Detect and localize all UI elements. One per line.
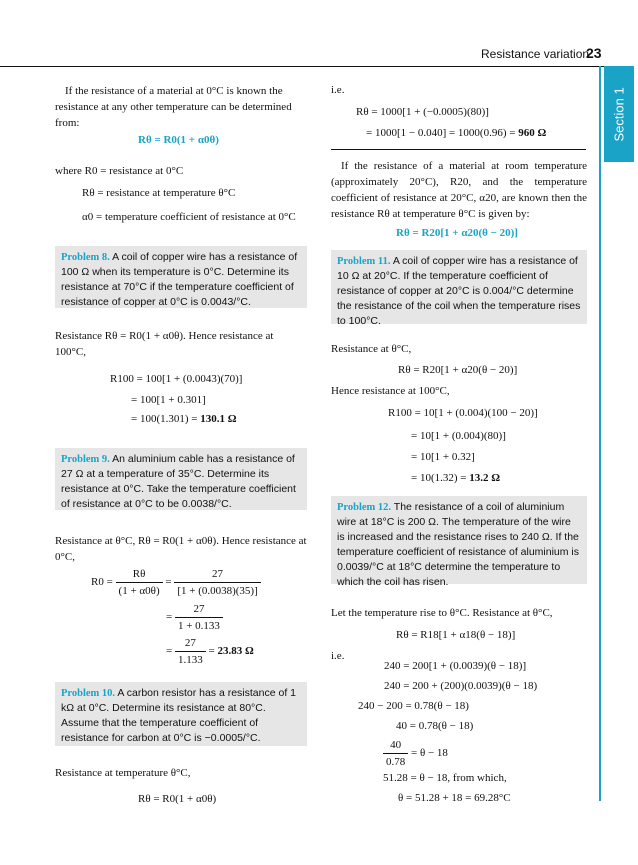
solution-11-eq-5 — [411, 470, 500, 486]
solution-11-eq-5-text: = 10(1.32) = — [411, 472, 470, 484]
solution-9-eq-3: = $\frac{27}{1.133}$ = 23.83 Ω — [166, 637, 254, 666]
fraction-1 — [116, 566, 163, 599]
formula-r0: Rθ = R0(1 + α0θ) — [138, 134, 219, 146]
problem-12-label: Problem 12. — [337, 502, 392, 513]
fraction-3-den: 1 + 0.133 — [177, 620, 220, 632]
solution-10-answer: 960 Ω — [518, 127, 547, 139]
problem-10-label: Problem 10. — [61, 688, 116, 699]
problem-11-label: Problem 11. — [337, 256, 391, 267]
problem-8-label: Problem 8. — [61, 252, 110, 263]
intro-paragraph: If the resistance of a material at 0°C is known the resistance at any other temperature can be determined from: — [55, 85, 292, 129]
fraction-3 — [175, 601, 223, 634]
solution-8-eq-1: R100 = 100[1 + (0.0043)(70)] — [110, 373, 243, 385]
problem-8-box — [55, 246, 307, 308]
solution-8-eq-2: = 100[1 + 0.301] — [131, 394, 206, 406]
fraction-2-num: 27 — [174, 566, 260, 583]
solution-12-eq-8: θ = 51.28 + 18 = 69.28°C — [398, 792, 511, 804]
solution-12-eq-3: 240 = 200 + (200)(0.0039)(θ − 18) — [384, 680, 538, 692]
solution-12-eq-4: 240 − 200 = 0.78(θ − 18) — [358, 700, 469, 712]
solution-12-eq-2: 240 = 200[1 + (0.0039)(θ − 18)] — [384, 660, 527, 672]
solution-8-eq-3-text: = 100(1.301) = — [131, 413, 201, 425]
problem-11-box — [331, 250, 587, 327]
fraction-3-num: 27 — [175, 601, 223, 618]
solution-8-intro: Resistance Rθ = R0(1 + α0θ). Hence resistance at 100°C, — [55, 330, 274, 358]
solution-12-eq-5: 40 = 0.78(θ − 18) — [396, 720, 474, 732]
solution-12-intro: Let the temperature rise to θ°C. Resistance at θ°C, — [331, 607, 553, 619]
header-rule — [0, 66, 604, 67]
problem-8-text: A coil of copper wire has a resistance of 100 Ω when its temperature is 0°C. Determine its resistance at 70°C if the temperature coefficient of resistance of copper at 0°C is 0.0043/°C. — [61, 251, 298, 308]
where-line-1: where R0 = resistance at 0°C — [55, 165, 184, 177]
intro-paragraph-2: If the resistance of a material at room temperature (approximately 20°C), R20, and the temperature coefficient of resistance at 20°C, α20, are known then the resistance Rθ at temperature θ°C is given by: — [331, 160, 587, 220]
solution-8-answer: 130.1 Ω — [200, 413, 237, 425]
problem-10-text: A carbon resistor has a resistance of 1 kΩ at 0°C. Determine its resistance at 80°C. Assume that the temperature coefficient of resistance for carbon at 0°C is −0.0005/°C. — [61, 687, 296, 744]
problem-9-box — [55, 448, 307, 510]
solution-12-eq-1: Rθ = R18[1 + α18(θ − 18)] — [396, 629, 516, 641]
fraction-1-num: Rθ — [116, 566, 163, 583]
solution-10-eq-3 — [366, 125, 546, 141]
solution-11-eq-4: = 10[1 + 0.32] — [411, 451, 475, 463]
solution-11-line-2: Hence resistance at 100°C, — [331, 385, 450, 397]
fraction-5 — [383, 737, 408, 770]
margin-rule — [599, 66, 601, 801]
fraction-4 — [175, 635, 206, 668]
where-line-3: α0 = temperature coefficient of resistance at 0°C — [82, 211, 296, 223]
solution-11-eq-1: Rθ = R20[1 + α20(θ − 20)] — [398, 364, 518, 376]
solution-12-eq-6 — [383, 737, 448, 770]
solution-11-eq-3: = 10[1 + (0.004)(80)] — [411, 430, 506, 442]
solution-12-ie: i.e. — [331, 650, 345, 662]
solution-8-eq-3 — [131, 411, 237, 427]
fraction-2-den: [1 + (0.0038)(35)] — [177, 585, 258, 597]
solution-9-eq-2: = $\frac{27}{1 + 0.133}$ — [166, 601, 223, 634]
solution-11-intro: Resistance at θ°C, — [331, 343, 412, 355]
solution-11-eq-2: R100 = 10[1 + (0.004)(100 − 20)] — [388, 407, 538, 419]
solution-9-eq-1: R0 = $\frac{R\theta}{(1 + \alpha 0\theta)}$ = $\frac{27}{[1 + (0.0038)(35)]}$ — [91, 566, 261, 599]
solution-11-answer: 13.2 Ω — [469, 472, 501, 484]
fraction-2 — [174, 566, 260, 599]
where-line-2: Rθ = resistance at temperature θ°C — [82, 187, 236, 199]
fraction-5-rhs: = θ − 18 — [411, 747, 448, 760]
right-ie: i.e. — [331, 84, 345, 96]
section-tab-label: Section 1 — [611, 87, 627, 142]
problem-10-box — [55, 682, 307, 746]
fraction-5-den: 0.78 — [386, 756, 406, 768]
solution-9-answer: 23.83 Ω — [217, 645, 254, 658]
problem-12-text: The resistance of a coil of aluminium wire at 18°C is 200 Ω. The temperature of the wire is increased and the resistance rises to 240 Ω. If the temperature coefficient of resistance of aluminium is 0.0039/°C at 18°C determine the temperature to which the coil has risen. — [337, 501, 580, 588]
solution-10-eq-1: Rθ = R0(1 + α0θ) — [138, 793, 217, 805]
divider-rule — [331, 149, 586, 150]
problem-12-box — [331, 496, 587, 588]
formula-r20: Rθ = R20[1 + α20(θ − 20)] — [396, 227, 518, 239]
problem-9-label: Problem 9. — [61, 454, 110, 465]
solution-9-lhs: R0 = — [91, 576, 113, 589]
solution-9-intro: Resistance at θ°C, Rθ = R0(1 + α0θ). Hence resistance at 0°C, — [55, 535, 307, 563]
solution-10-eq-2: Rθ = 1000[1 + (−0.0005)(80)] — [356, 106, 489, 118]
running-title: Resistance variation — [481, 47, 590, 61]
section-tab — [604, 66, 634, 162]
solution-10-eq-3-text: = 1000[1 − 0.040] = 1000(0.96) = — [366, 127, 519, 139]
page-number: 23 — [586, 45, 602, 61]
problem-11-text: A coil of copper wire has a resistance of 10 Ω at 20°C. If the temperature coefficient of resistance of copper at 20°C is 0.004/°C determine the resistance of the coil when the temperature rises to 100°C. — [337, 255, 581, 327]
problem-9-text: An aluminium cable has a resistance of 27 Ω at a temperature of 35°C. Determine its resistance at 0°C. Take the temperature coefficient of resistance at 0°C to be 0.0038/°C. — [61, 453, 296, 510]
solution-12-eq-7: 51.28 = θ − 18, from which, — [383, 772, 507, 784]
fraction-4-den: 1.133 — [177, 654, 203, 666]
fraction-5-num: 40 — [383, 737, 408, 754]
fraction-4-num: 27 — [175, 635, 206, 652]
solution-10-intro: Resistance at temperature θ°C, — [55, 767, 191, 779]
fraction-1-den: (1 + α0θ) — [118, 585, 160, 597]
